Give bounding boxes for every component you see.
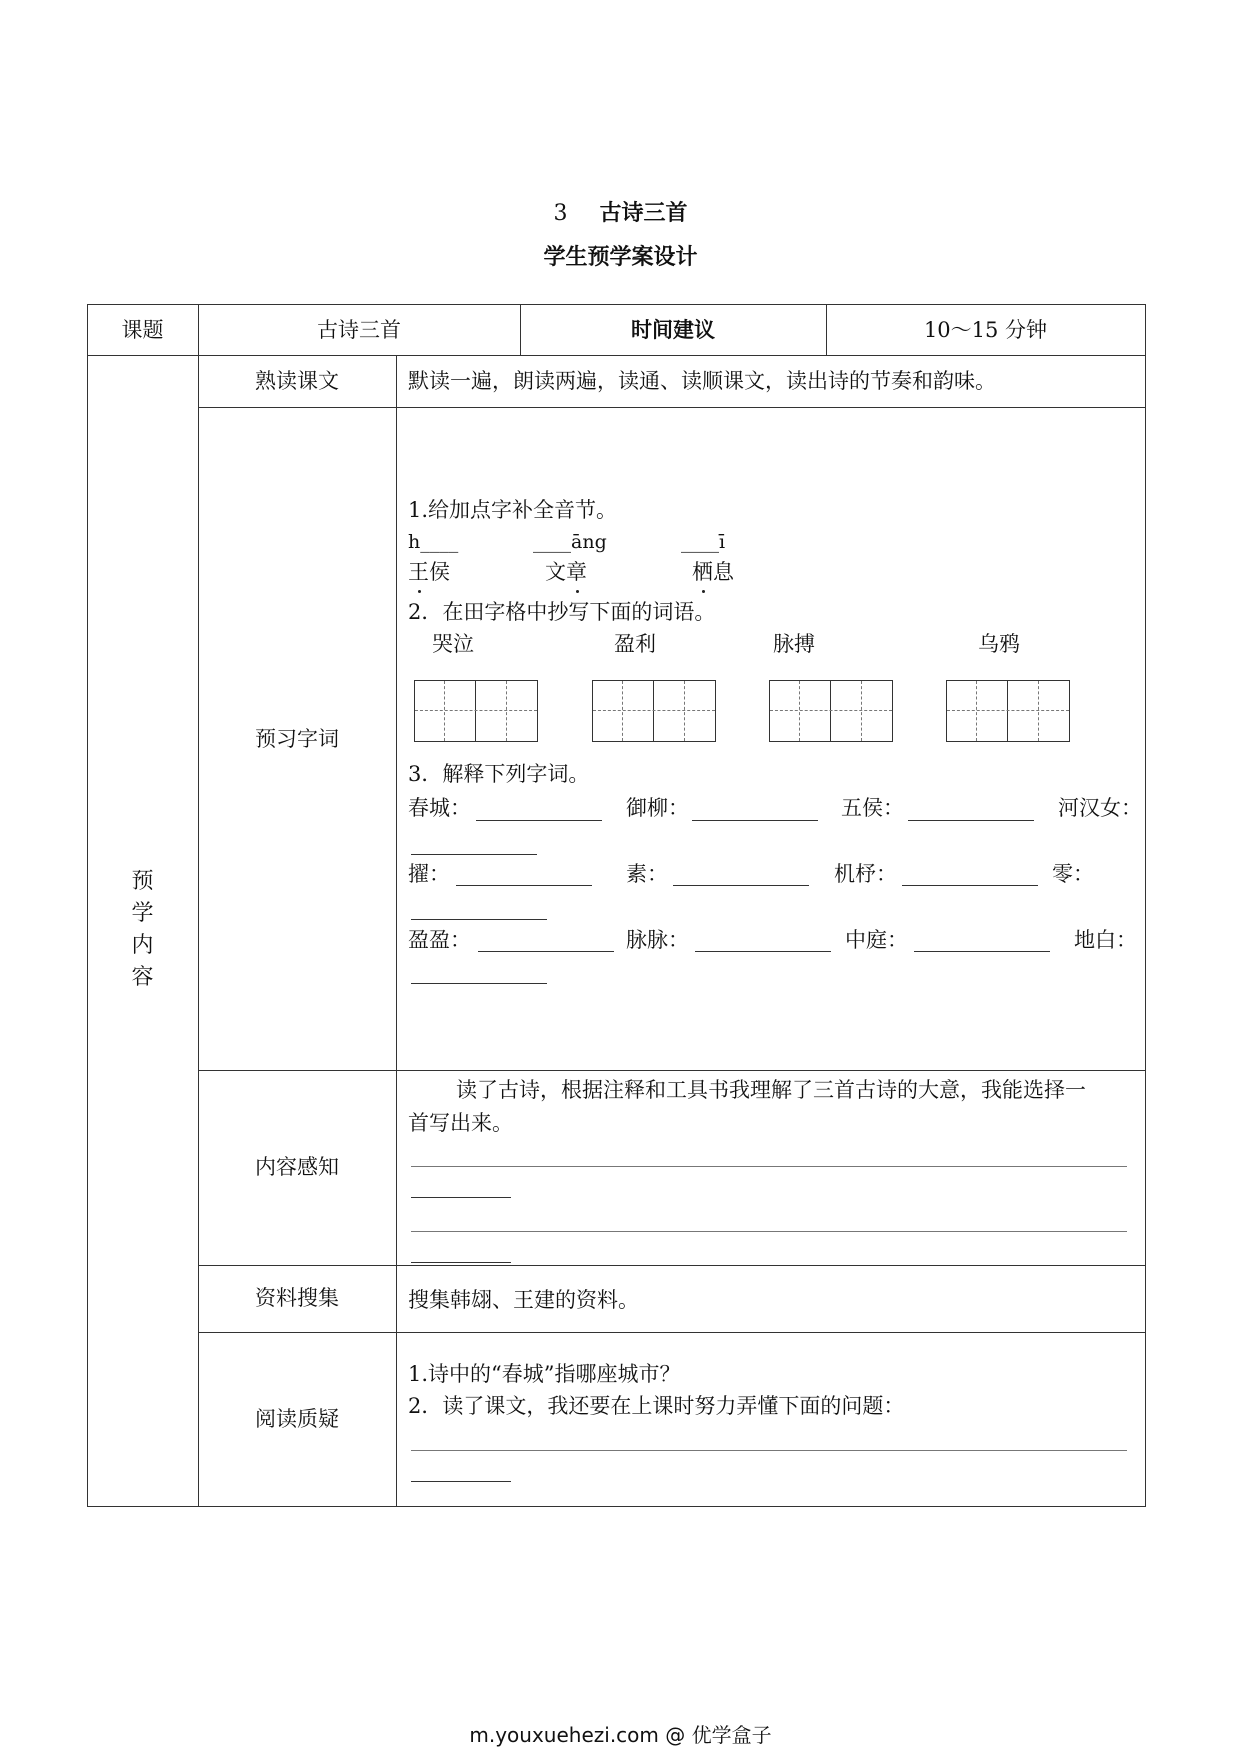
writing-grid[interactable] [769, 680, 893, 742]
answer-blank[interactable] [411, 983, 547, 984]
copy-word-3: 脉搏 [773, 632, 815, 656]
writing-line[interactable] [411, 1450, 1127, 1451]
answer-blank[interactable] [456, 885, 592, 886]
pinyin-1: h____ [408, 531, 459, 553]
questions-q1: 1.诗中的“春城”指哪座城市？ [408, 1362, 681, 1386]
term: 五侯： [841, 796, 904, 820]
answer-blank[interactable] [673, 885, 809, 886]
answer-blank[interactable] [902, 885, 1038, 886]
answer-blank[interactable] [478, 951, 614, 952]
term: 擢： [408, 862, 450, 886]
lesson-number: 3 [553, 201, 568, 226]
vocab-q2-title: 2．在田字格中抄写下面的词语。 [408, 600, 716, 624]
writing-line[interactable] [411, 1481, 511, 1482]
answer-blank[interactable] [411, 854, 537, 855]
term: 河汉女： [1058, 796, 1142, 820]
writing-line[interactable] [411, 1197, 511, 1198]
perception-text-line1: 读了古诗，根据注释和工具书我理解了三首古诗的大意，我能选择一 [456, 1078, 1086, 1102]
pinyin-3: ____ī [681, 531, 726, 553]
answer-blank[interactable] [908, 820, 1034, 821]
word-3: 栖息 [692, 560, 734, 584]
vocab-q3-title: 3．解释下列字词。 [408, 762, 590, 786]
writing-line[interactable] [411, 1166, 1127, 1167]
term: 地白： [1074, 928, 1137, 952]
time-value: 10～15 分钟 [923, 318, 1048, 342]
page-title [0, 196, 1241, 227]
answer-blank[interactable] [914, 951, 1050, 952]
word-1: 王侯 [408, 560, 450, 584]
copy-word-1: 哭泣 [432, 632, 474, 656]
word-2: 文章 [545, 560, 587, 584]
term: 中庭： [845, 928, 908, 952]
copy-word-2: 盈利 [614, 632, 656, 656]
emphasis-dot [576, 590, 579, 593]
vocab-label: 预习字词 [255, 727, 339, 751]
term: 御柳： [626, 796, 689, 820]
pinyin-2: ____āng [533, 531, 607, 553]
term: 盈盈： [408, 928, 471, 952]
questions-q2: 2．读了课文，我还要在上课时努力弄懂下面的问题： [408, 1394, 905, 1418]
writing-line[interactable] [411, 1231, 1127, 1232]
writing-line[interactable] [411, 1262, 511, 1263]
answer-blank[interactable] [695, 951, 831, 952]
perception-text-line2: 首写出来。 [408, 1111, 513, 1135]
emphasis-dot [702, 590, 705, 593]
research-text: 搜集韩翃、王建的资料。 [408, 1288, 639, 1312]
footer-text: m.youxuehezi.com @ 优学盒子 [469, 1723, 772, 1747]
writing-grid[interactable] [414, 680, 538, 742]
time-label: 时间建议 [631, 318, 715, 342]
side-label: 预 学 内 容 [131, 869, 154, 990]
answer-blank[interactable] [692, 820, 818, 821]
copy-word-4: 乌鸦 [978, 632, 1020, 656]
reading-text: 默读一遍，朗读两遍，读通、读顺课文，读出诗的节奏和韵味。 [408, 369, 996, 393]
writing-grid[interactable] [592, 680, 716, 742]
lesson-title: 古诗三首 [599, 201, 688, 226]
answer-blank[interactable] [476, 820, 602, 821]
emphasis-dot [418, 590, 421, 593]
topic-label: 课题 [121, 318, 164, 342]
term: 零： [1052, 862, 1094, 886]
page-subtitle: 学生预学案设计 [543, 245, 698, 270]
research-label: 资料搜集 [255, 1286, 339, 1310]
term: 春城： [408, 796, 471, 820]
perception-label: 内容感知 [255, 1155, 339, 1179]
term: 素： [626, 862, 668, 886]
topic-value: 古诗三首 [317, 318, 401, 342]
reading-label: 熟读课文 [255, 369, 339, 393]
questions-label: 阅读质疑 [255, 1407, 339, 1431]
term: 脉脉： [626, 928, 689, 952]
term: 机杼： [834, 862, 897, 886]
writing-grid[interactable] [946, 680, 1070, 742]
vocab-q1-title: 1.给加点字补全音节。 [408, 498, 618, 522]
answer-blank[interactable] [411, 919, 547, 920]
